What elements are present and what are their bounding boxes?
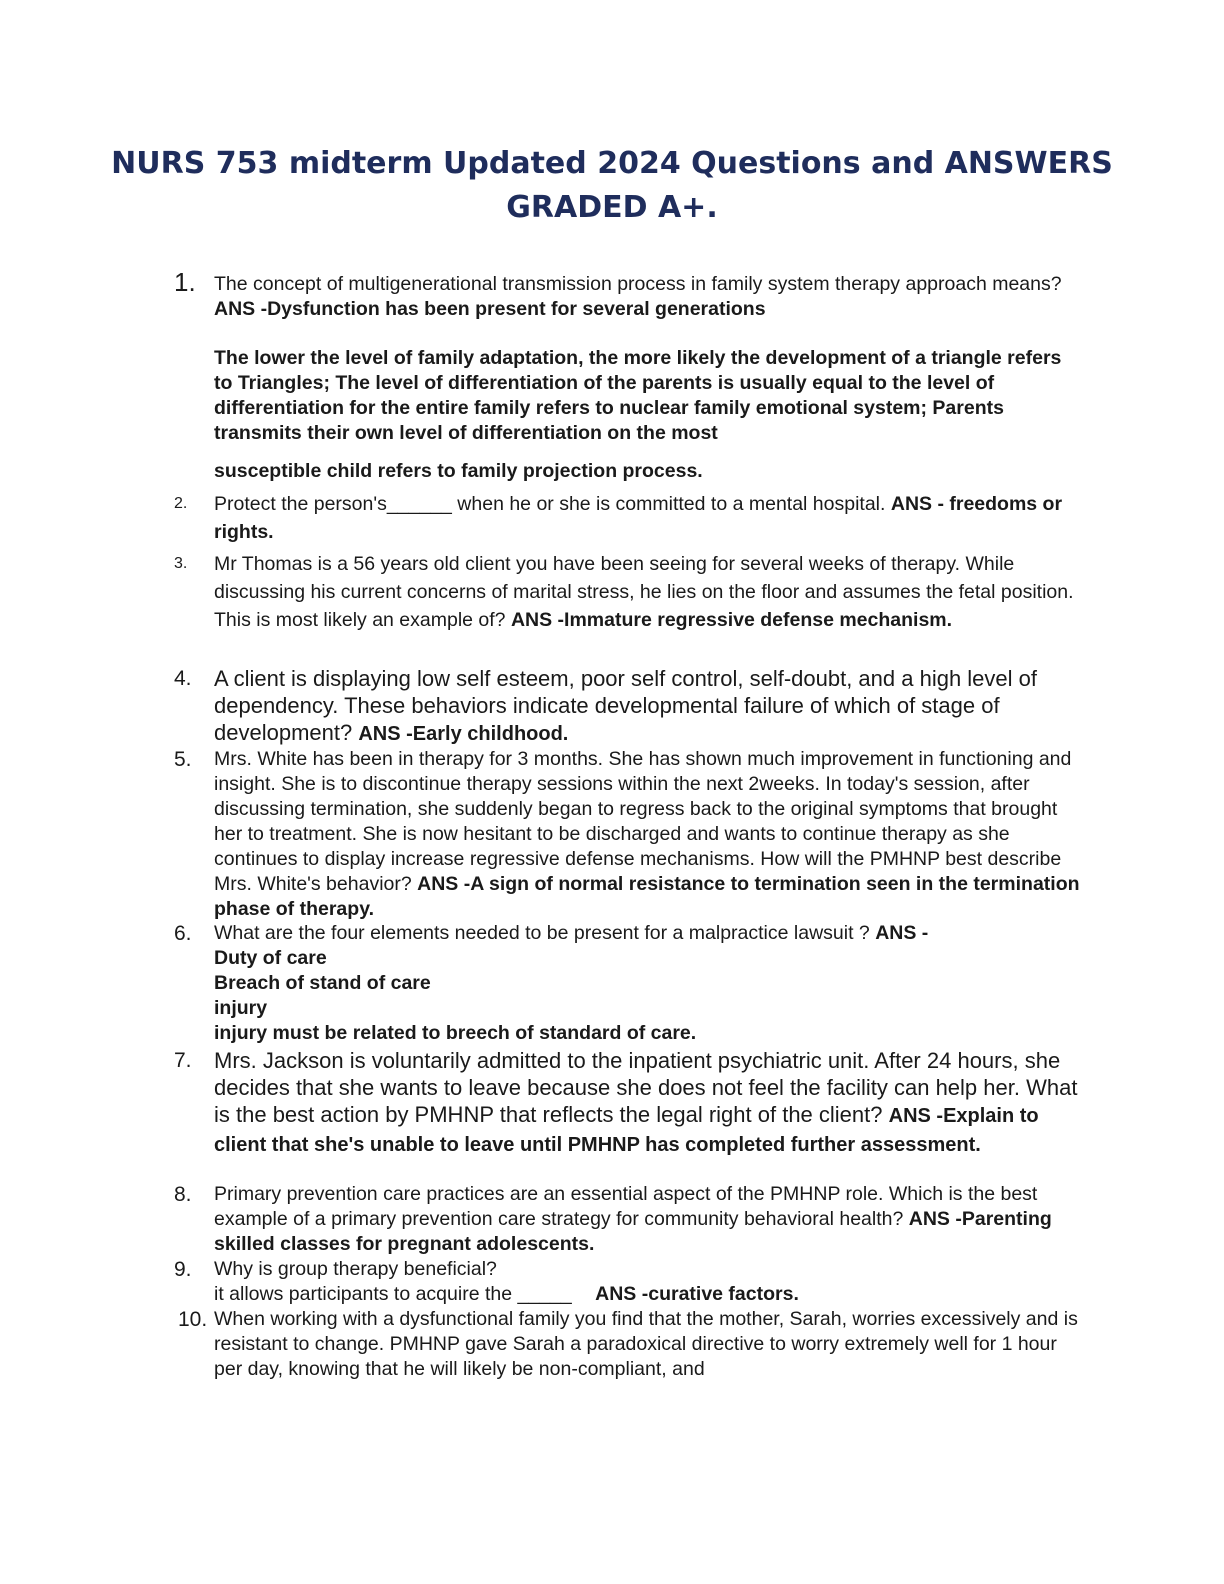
question-text: A client is displaying low self esteem, poor self control, self-doubt, and a high level of dependency. These behaviors indicate developmental failure of which of stage of development? — [214, 666, 1038, 745]
answer-text: ANS -Early childhood. — [358, 723, 569, 745]
answer-line: injury must be related to breech of standard of care. — [214, 1022, 697, 1044]
answer-text: ANS - freedoms or rights. — [214, 493, 1063, 543]
question-text: Protect the person's______ when he or she is committed to a mental hospital. — [214, 493, 886, 515]
answer-line: injury — [214, 997, 268, 1019]
document-title — [100, 142, 1124, 230]
question-text: Mr Thomas is a 56 years old client you have been seeing for several weeks of therapy. While discussing his current concerns of marital stress, he lies on the floor and assumes the fetal position. This is most likely an example of? — [214, 553, 1074, 631]
question-10 — [178, 1307, 1084, 1382]
answer-text: ANS -Immature regressive defense mechanism. — [510, 609, 953, 631]
question-number: 7. — [174, 1049, 192, 1072]
question-5 — [174, 747, 1084, 922]
question-number: 9. — [174, 1258, 192, 1281]
answer-line: Breach of stand of care — [214, 972, 431, 994]
question-number: 1. — [174, 267, 196, 297]
question-7 — [174, 1047, 1084, 1159]
question-2 — [174, 490, 1084, 546]
question-text: When working with a dysfunctional family you find that the mother, Sarah, worries excessively and is resistant to change. PMHNP gave Sarah a paradoxical directive to worry extremely well for 1 hour per day, knowing that he will likely be non-compliant, and — [214, 1308, 1078, 1380]
question-9 — [174, 1257, 1084, 1307]
answer-text: ANS -Parenting skilled classes for pregnant adolescents. — [214, 1208, 1052, 1255]
question-text: Mrs. Jackson is voluntarily admitted to the inpatient psychiatric unit. After 24 hours, she decides that she wants to leave because she does not feel the facility can help her. What is the best action by PMHNP that reflects the legal right of the client? — [214, 1048, 1078, 1127]
question-text-continued: it allows participants to acquire the _____ — [214, 1283, 572, 1305]
answer-text: ANS - — [875, 922, 929, 944]
question-3 — [174, 550, 1084, 634]
question-8 — [174, 1182, 1084, 1257]
question-text: Mrs. White has been in therapy for 3 months. She has shown much improvement in functioning and insight. She is to discontinue therapy sessions within the next 2weeks. In today's session, after discussing termination, she suddenly began to regress back to the original symptoms that brought her to treatment. She is now hesitant to be discharged and wants to continue therapy as she continues to display increase regressive defense mechanisms. How will the PMHNP best describe Mrs. White's behavior? — [214, 748, 1072, 895]
question-text: Why is group therapy beneficial? — [214, 1258, 497, 1280]
question-4 — [174, 665, 1084, 748]
question-number: 3. — [174, 555, 188, 572]
answer-detail-continued: susceptible child refers to family projection process. — [214, 460, 703, 482]
question-number: 8. — [174, 1183, 192, 1206]
question-number: 5. — [174, 748, 192, 771]
question-1 — [174, 267, 1084, 484]
question-text: The concept of multigenerational transmission process in family system therapy approach means? — [214, 273, 1062, 295]
answer-detail: The lower the level of family adaptation, the more likely the development of a triangle refers to Triangles; The level of differentiation of the parents is usually equal to the level of differentiation for the entire family refers to nuclear family emotional system; Parents transmits their own level of differentiation on the most — [214, 347, 1062, 444]
question-number: 6. — [174, 922, 192, 945]
question-number: 4. — [174, 667, 192, 690]
question-number: 2. — [174, 495, 188, 512]
question-text: What are the four elements needed to be present for a malpractice lawsuit ? — [214, 922, 870, 944]
answer-text: ANS -A sign of normal resistance to termination seen in the termination phase of therapy. — [214, 873, 1080, 920]
question-text: Primary prevention care practices are an essential aspect of the PMHNP role. Which is the best example of a primary prevention care strategy for community behavioral health? — [214, 1183, 1038, 1230]
title-line-1: NURS 753 midterm Updated 2024 Questions and ANSWERS — [111, 146, 1113, 181]
answer-line: Duty of care — [214, 947, 327, 969]
answer-text: ANS -Dysfunction has been present for several generations — [214, 298, 766, 320]
title-line-2: GRADED A+. — [506, 190, 718, 225]
question-6 — [174, 921, 1084, 1046]
answer-text: ANS -curative factors. — [595, 1283, 799, 1305]
question-number: 10. — [178, 1308, 208, 1331]
answer-text: ANS -Explain to client that she's unable to leave until PMHNP has completed further assessment. — [214, 1105, 1039, 1156]
